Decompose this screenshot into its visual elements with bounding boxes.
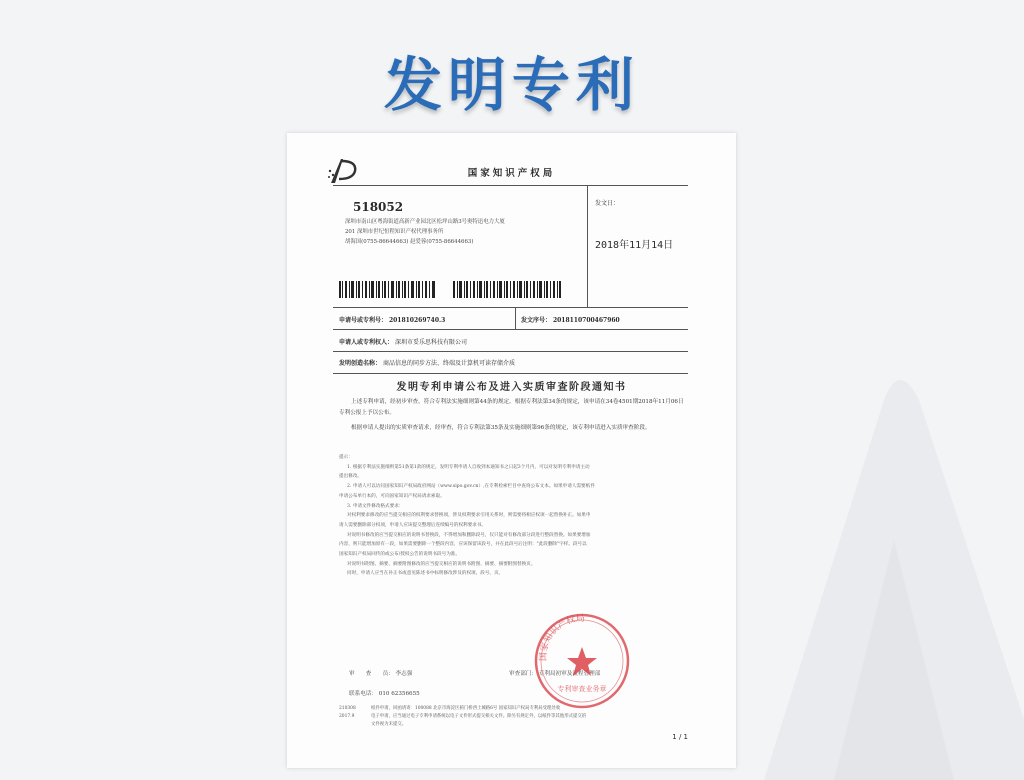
official-seal-stamp bbox=[532, 611, 632, 711]
phone-number: 010 62356655 bbox=[378, 691, 420, 697]
department-label: 审查部门： bbox=[509, 671, 537, 677]
send-serial: 2018110700467960 bbox=[552, 317, 620, 324]
hint-line: 申请公布单行本的，可向国家知识产权局请求索取。 bbox=[339, 493, 445, 499]
notice-paragraph: 根据申请人提出的实质审查请求，经审查，符合专利法第35条及实施细则第96条的规定，该专利申请进入实质审查阶段。 bbox=[351, 425, 651, 431]
examiner-name: 李志强 bbox=[395, 671, 413, 677]
hint-line: 提出修改。 bbox=[339, 474, 362, 480]
divider bbox=[333, 185, 688, 186]
form-code: 210308 bbox=[339, 706, 356, 711]
footer-line: 电子申请，应当通过电子专利申请系统以电子文件形式提交相关文件。除另有规定外，以纸件等其他形式提交的 bbox=[371, 714, 587, 719]
patent-notice-document bbox=[287, 133, 736, 768]
footer-line: 纸件申请，回函请寄：100088 北京市海淀区蓟门桥西土城路6号 国家知识产权局专利局受理处收 bbox=[371, 706, 561, 711]
hint-line: 2. 申请人可以访问国家知识产权局政府网站（www.sipo.gov.cn）,在专利检索栏目中查询公布文本。如果申请人需要纸件 bbox=[347, 484, 595, 490]
footer-line: 文件视为未提交。 bbox=[371, 722, 407, 727]
address-line: 201 深圳市世纪恒程知识产权代理事务所 bbox=[345, 229, 444, 235]
hints-block bbox=[339, 453, 691, 579]
hint-line: 对说明书修改的应当提交相应的说明书替换段，不得增加和删除段号，仅只能对有修改部分段进行整段替换。如果要增加 bbox=[347, 532, 591, 538]
recipient-address bbox=[345, 217, 615, 247]
divider bbox=[515, 307, 516, 329]
address-line: 深圳市南山区粤海街道高新产业园北区松坪山路3号奥特迅电力大厦 bbox=[345, 219, 505, 225]
hint-line: 提示： bbox=[339, 455, 353, 460]
divider bbox=[333, 373, 688, 374]
phone-label: 联系电话： bbox=[349, 691, 377, 697]
hint-line: 内容，则只能增加原有一段，如果需要删除一个整段内容，应该保留该段号，并在此段号后注明："此段删除"字样。段号以 bbox=[339, 542, 587, 548]
send-serial-label: 发文序号： bbox=[521, 317, 552, 324]
slide-title: 发明专利 bbox=[383, 51, 640, 119]
application-no: 201810269740.3 bbox=[388, 317, 446, 324]
address-line: 胡海国(0755-86644663) 赵爱蓉(0755-86644663) bbox=[345, 239, 474, 245]
applicant-label: 申请人或专利权人： bbox=[339, 339, 394, 346]
notice-title: 发明专利申请公布及进入实质审查阶段通知书 bbox=[396, 382, 627, 393]
page-number: 1 / 1 bbox=[672, 733, 688, 741]
invention-name: 商品信息的同步方法、终端及计算机可读存储介质 bbox=[382, 360, 515, 367]
hint-line: 请人需要删除部分权项，申请人应该提交整理后连续编号的权利要求书。 bbox=[339, 522, 487, 528]
divider bbox=[333, 307, 688, 308]
barcode-left bbox=[339, 281, 435, 298]
application-no-label: 申请号或专利号： bbox=[339, 317, 388, 324]
invention-label: 发明创造名称： bbox=[339, 360, 382, 367]
hint-line: 国家知识产权局回传的或公布/授权公告的说明书段号为准。 bbox=[339, 552, 460, 558]
divider bbox=[333, 351, 688, 352]
examiner-label: 审 查 员： bbox=[349, 671, 394, 677]
hint-line: 3. 申请文件修改格式要求： bbox=[347, 503, 404, 509]
postcode: 518052 bbox=[353, 200, 404, 214]
hint-line: 1. 根据专利法实施细则第51条第1款的规定，发明专利申请人自收到本通知书之日起3个月内，可以对发明专利申请主动 bbox=[347, 464, 590, 470]
divider bbox=[333, 329, 688, 330]
applicant-name: 深圳市妥乐思科技有限公司 bbox=[394, 339, 467, 346]
hint-line: 同时，申请人应当在补正书或意见陈述书中标明修改涉及的权项、段号、页。 bbox=[347, 571, 504, 577]
send-date-label: 发文日： bbox=[595, 200, 620, 207]
stamp-text-bottom: 专利审查业务章 bbox=[557, 685, 607, 693]
barcode-right bbox=[453, 281, 561, 298]
svg-text:国家知识产权局 bbox=[537, 613, 585, 661]
notice-paragraph: 上述专利申请，经初步审查，符合专利法实施细则第44条的规定。根据专利法第34条的规定，该申请在34卷4501期2018年11月06日专利公报上予以公布。 bbox=[339, 399, 684, 416]
send-date: 2018年11月14日 bbox=[595, 240, 674, 251]
hint-line: 对说明书附图、摘要、摘要附图修改的应当提交相应的说明书附图、摘要、摘要附图替换页。 bbox=[347, 561, 536, 567]
hint-line: 对权利要求修改的应当提交相应的权利要求替换项，涉及权利要求引用关系时，则需要将相应权项一起替换补正。如果申 bbox=[347, 513, 591, 519]
form-date: 2017.9 bbox=[339, 714, 355, 719]
department-name: 专利局初审及流程管理部 bbox=[538, 671, 601, 677]
office-name: 国家知识产权局 bbox=[467, 168, 556, 179]
stamp-text: 国家知识产权局 bbox=[538, 614, 586, 662]
